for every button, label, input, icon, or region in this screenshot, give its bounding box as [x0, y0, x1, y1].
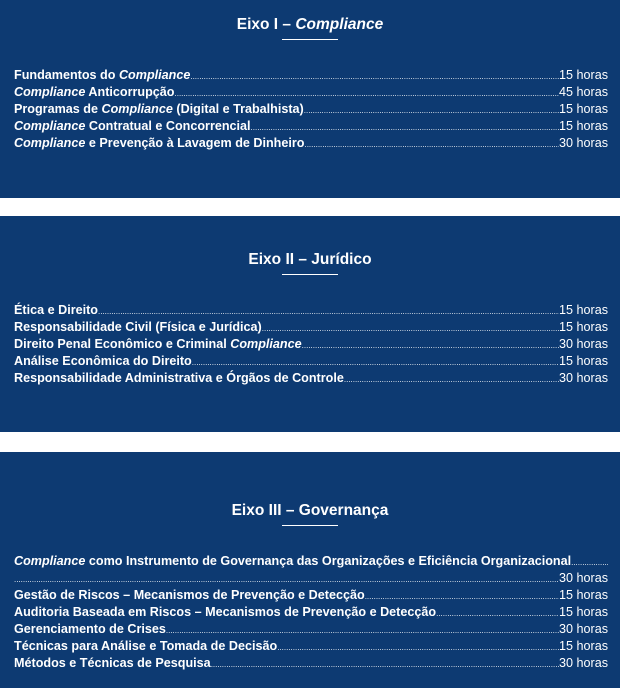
dot-leader: [262, 320, 559, 337]
course-hours: 45 horas: [558, 85, 608, 99]
eixo-3-course-list: [14, 553, 608, 672]
course-row-wrapped-first: Compliance como Instrumento de Governança das Organizações e Eficiência Organizacional .....: [14, 553, 608, 570]
dot-leader: [304, 136, 559, 153]
course-row: Fundamentos do Compliance ..... 15 horas: [14, 67, 608, 84]
course-row: Compliance Anticorrupção ..... 45 horas: [14, 84, 608, 101]
course-row: Gestão de Riscos – Mecanismos de Prevenção e Detecção ..... 15 horas: [14, 587, 608, 604]
course-hours: 15 horas: [558, 354, 608, 368]
title-underline: [282, 39, 338, 40]
dot-leader: [190, 68, 559, 85]
eixo-1-panel: [0, 0, 620, 198]
course-hours: 30 horas: [558, 656, 608, 670]
dot-leader: [98, 303, 559, 320]
course-hours: 15 horas: [558, 588, 608, 602]
dot-leader: [211, 656, 559, 673]
dot-leader: [436, 605, 559, 622]
course-row: Compliance e Prevenção à Lavagem de Dinheiro ..... 30 horas: [14, 135, 608, 152]
course-hours: 30 horas: [558, 571, 608, 585]
dot-leader: [365, 588, 559, 605]
course-hours: 15 horas: [558, 68, 608, 82]
course-row: Métodos e Técnicas de Pesquisa ..... 30 horas: [14, 655, 608, 672]
course-row: Responsabilidade Administrativa e Órgãos de Controle ..... 30 horas: [14, 370, 608, 387]
eixo-3-title: [0, 502, 620, 526]
course-hours: 30 horas: [558, 337, 608, 351]
eixo-1-title-em: Compliance: [295, 16, 384, 33]
eixo-2-title: [0, 251, 620, 275]
course-row: Gerenciamento de Crises ..... 30 horas: [14, 621, 608, 638]
dot-leader: [277, 639, 559, 656]
dot-leader: [175, 85, 559, 102]
course-hours: 15 horas: [558, 119, 608, 133]
course-row-wrapped-second: [14, 570, 608, 587]
course-hours: 15 horas: [558, 605, 608, 619]
course-row: Compliance Contratual e Concorrencial ..... 15 horas: [14, 118, 608, 135]
course-hours: 30 horas: [558, 136, 608, 150]
course-row: Técnicas para Análise e Tomada de Decisão ..... 15 horas: [14, 638, 608, 655]
dot-leader: [251, 119, 559, 136]
eixo-1-title: [0, 16, 620, 40]
eixo-3-panel: [0, 452, 620, 688]
course-row: Análise Econômica do Direito ..... 15 horas: [14, 353, 608, 370]
course-hours: 30 horas: [558, 371, 608, 385]
course-hours: 15 horas: [558, 102, 608, 116]
course-row: Auditoria Baseada em Riscos – Mecanismos de Prevenção e Detecção ..... 15 horas: [14, 604, 608, 621]
title-underline: [282, 525, 338, 526]
course-hours: 15 horas: [558, 639, 608, 653]
dot-leader: [192, 354, 559, 371]
dot-leader: [302, 337, 559, 354]
dot-leader: [166, 622, 559, 639]
course-row: Programas de Compliance (Digital e Trabalhista) ..... 15 horas: [14, 101, 608, 118]
eixo-2-course-list: [14, 302, 608, 387]
course-row: Responsabilidade Civil (Física e Jurídica) ..... 15 horas: [14, 319, 608, 336]
dot-leader: [571, 554, 608, 571]
course-hours: 15 horas: [558, 303, 608, 317]
course-row: Ética e Direito ..... 15 horas: [14, 302, 608, 319]
dot-leader: [344, 371, 559, 388]
title-underline: [282, 274, 338, 275]
course-hours: 30 horas: [558, 622, 608, 636]
dot-leader: [304, 102, 559, 119]
eixo-1-title-prefix: Eixo I –: [236, 16, 296, 33]
eixo-2-panel: [0, 216, 620, 432]
eixo-1-course-list: [14, 67, 608, 152]
course-hours: 15 horas: [558, 320, 608, 334]
eixo-3-title-text: Eixo III – Governança: [231, 502, 389, 519]
course-row: Direito Penal Econômico e Criminal Compliance ..... 30 horas: [14, 336, 608, 353]
dot-leader: [14, 571, 559, 588]
eixo-2-title-text: Eixo II – Jurídico: [248, 251, 372, 268]
